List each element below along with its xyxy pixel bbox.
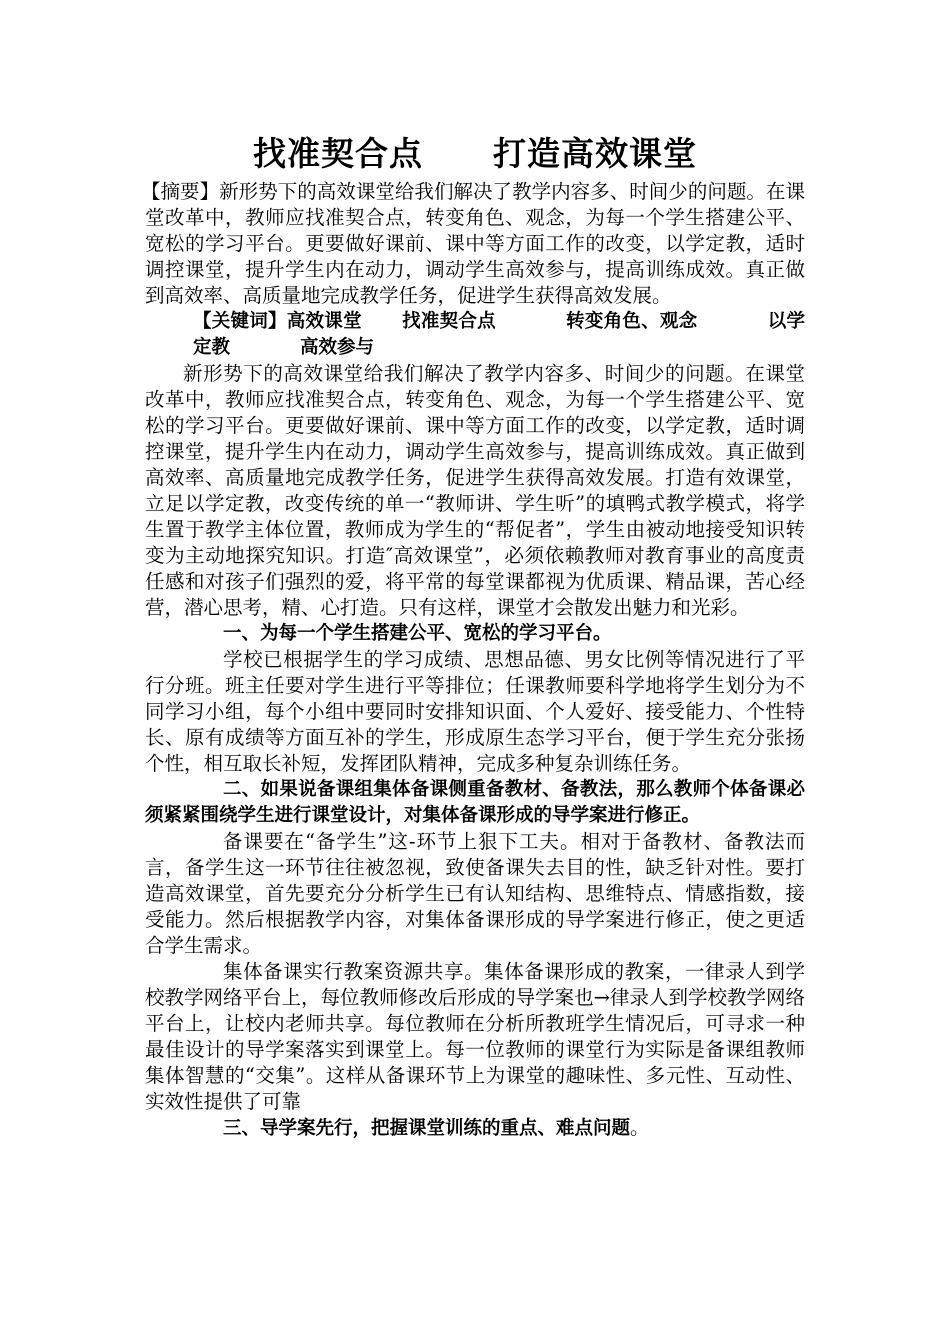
section-1-paragraph: 学校已根据学生的学习成绩、思想品德、男女比例等情况进行了平行分班。班主任要对学生进行平等排位；任课教师要科学地将学生划分为不同学习小组，每个小组中要同时安排知识面、个人爱好、接受能力、个性特长、原有成绩等方面互补的学生，形成原生态学习平台，便于学生充分张扬个性，相互取长补短，发挥团队精神，完成多种复杂训练任务。 xyxy=(145,648,805,775)
keyword-1: 高效课堂 xyxy=(286,311,362,332)
intro-paragraph: 新形势下的高效课堂给我们解决了教学内容多、时间少的问题。在课堂改革中，教师应找准契合点，转变角色、观念，为每一个学生搭建公平、宽松的学习平台。更要做好课前、课中等方面工作的改变，以学定教，适时调控课堂，提升学生内在动力，调动学生高效参与，提高训练成效。真正做到高效率、高质量地完成教学任务，促进学生获得高效发展。打造有效课堂，立足以学定教，改变传统的单一“教师讲、学生听”的填鸭式教学模式，将学生置于教学主体位置，教师成为学生的“帮促者”，学生由被动地接受知识转变为主动地探究知识。打造″高效课堂”，必须依赖教师对教育事业的高度责任感和对孩子们强烈的爱，将平常的每堂课都视为优质课、精品课，苦心经营，潜心思考，精、心打造。只有这样，课堂才会散发出魅力和光彩。 xyxy=(145,362,805,619)
title-part-1: 找准契合点 xyxy=(253,134,423,173)
section-1-heading: 一、为每一个学生搭建公平、宽松的学习平台。 xyxy=(223,623,612,644)
section-2-paragraph-2: 集体备课实行教案资源共享。集体备课形成的教案，一律录人到学校教学网络平台上，每位教师修改后形成的导学案也→律录人到学校教学网络平台上，让校内老师共享。每位教师在分析所教班学生情况后，可寻求一种最佳设计的导学案落实到课堂上。每一位教师的课堂行为实际是备课组教师集体智慧的“交集”。这样从备课环节上为课堂的趣味性、多元性、互动性、实效性提供了可靠 xyxy=(145,960,805,1113)
section-3-heading-period: 。 xyxy=(630,1116,650,1139)
title-part-2: 打造高效课堂 xyxy=(493,134,697,173)
keyword-4: 以学定教 xyxy=(193,311,805,358)
section-2-paragraph-1: 备课要在“备学生”这-环节上狠下工夫。相对于备教材、备教法而言，备学生这一环节往往被忽视，致使备课失去目的性，缺乏针对性。要打造高效课堂，首先要充分分析学生已有认知结构、思维特点、情感指数，接受能力。然后根据教学内容，对集体备课形成的导学案进行修正，使之更适合学生需求。 xyxy=(145,830,805,957)
section-3-heading: 三、导学案先行，把握课堂训练的重点、难点问题 xyxy=(223,1118,631,1139)
keywords-label: 【关键词】 xyxy=(193,311,287,332)
section-3-heading-line xyxy=(145,1115,805,1142)
document-body xyxy=(141,179,805,1142)
abstract-paragraph: 【摘要】新形势下的高效课堂给我们解决了教学内容多、时间少的问题。在课堂改革中，教师应找准契合点，转变角色、观念，为每一个学生搭建公平、宽松的学习平台。更要做好课前、课中等方面工作的改变，以学定教，适时调控课堂，提升学生内在动力，调动学生高效参与，提高训练成效。真正做到高效率、高质量地完成教学任务，促进学生获得高效发展。 xyxy=(141,180,805,307)
section-2-heading: 二、如果说备课组集体备课侧重备教材、备教法，那么教师个体备课必须紧紧围绕学生进行课堂设计，对集体备课形成的导学案进行修正。 xyxy=(145,779,805,826)
keywords-line xyxy=(145,309,805,361)
keyword-5: 高效参与 xyxy=(300,337,375,358)
keyword-3: 转变角色、观念 xyxy=(565,311,698,332)
keyword-2: 找准契合点 xyxy=(401,311,496,332)
document-title xyxy=(0,128,950,175)
